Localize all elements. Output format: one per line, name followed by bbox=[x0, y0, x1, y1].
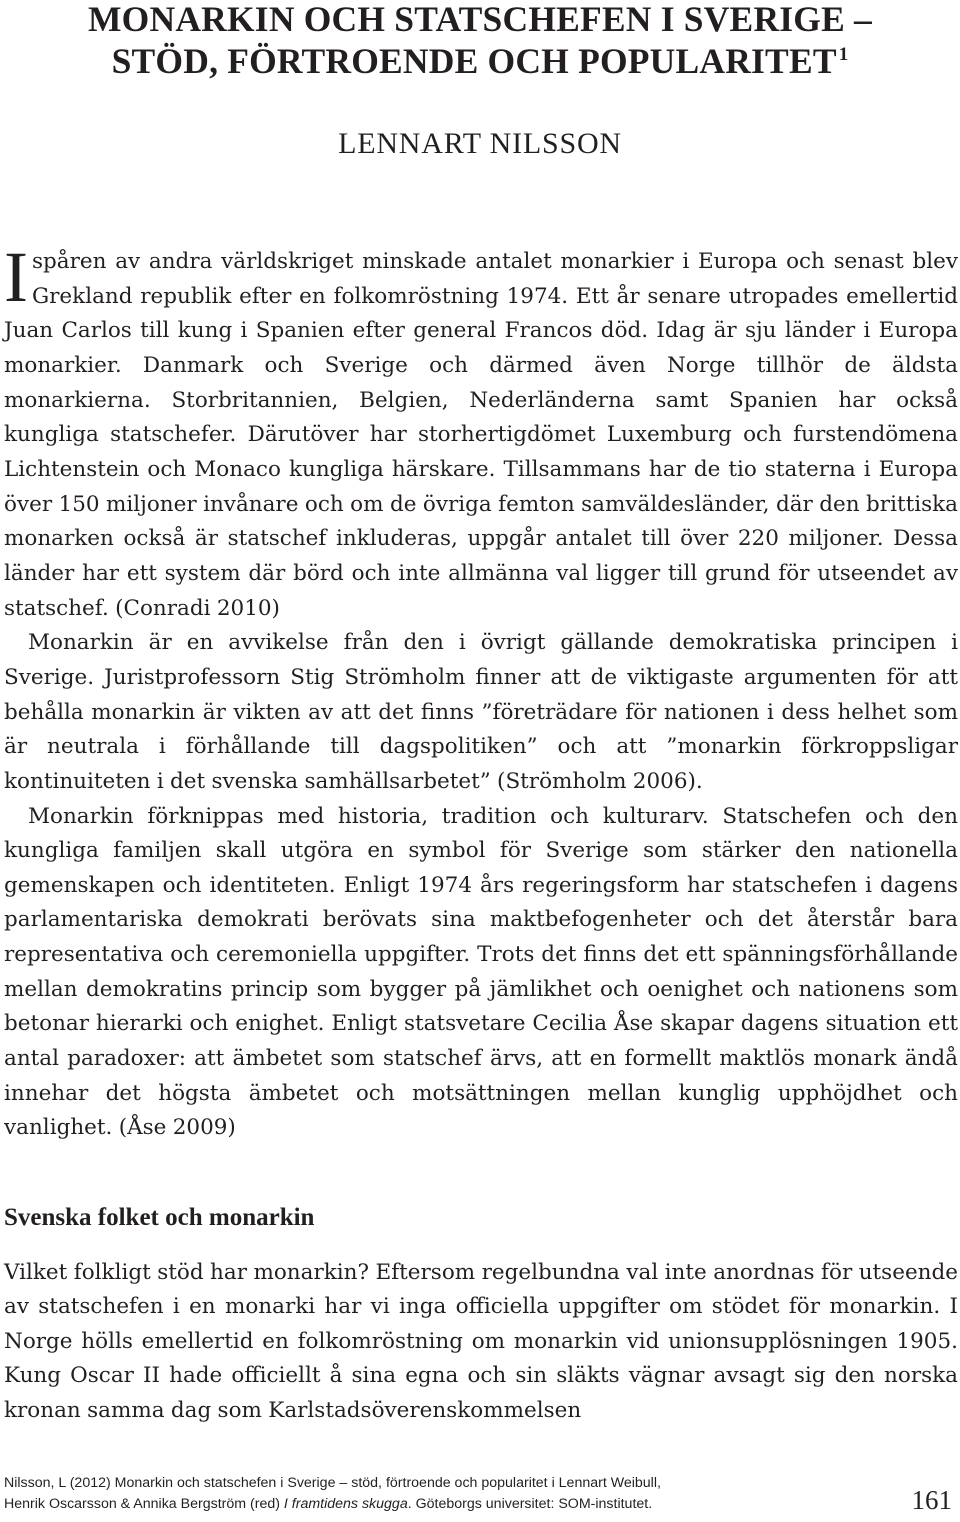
title-line-2: STÖD, FÖRTROENDE OCH POPULARITET bbox=[111, 41, 837, 81]
citation-line-2 bbox=[4, 1494, 824, 1515]
title-line-1: MONARKIN OCH STATSCHEFEN I SVERIGE – bbox=[87, 0, 873, 39]
citation-book-title: I framtidens skugga bbox=[283, 1496, 408, 1512]
citation-editors: Henrik Oscarsson & Annika Bergström (red) bbox=[4, 1496, 284, 1512]
paragraph-1-text: spåren av andra världskriget minskade antalet monarkier i Europa och senast blev Grekland republik efter en folkomröstning 1974. Ett år senare utropades emellertid Juan Carlos till kung i Spanien efter general Francos död. Idag är sju länder i Europa monarkier. Danmark och Sverige och därmed även Norge tillhör de äldsta monarkierna. Storbritannien, Belgien, Nederländerna samt Spanien har också kungliga statschefer. Därutöver har storhertigdömet Luxemburg och furstendömena Lichtenstein och Monaco kungliga härskare. Tillsammans har de tio staterna i Europa över 150 miljoner invånare och om de övriga femton samväldesländer, där den brittiska monarken också är statschef inkluderas, uppgår antalet till över 220 miljoner. Dessa länder har ett system där börd och inte allmänna val ligger till grund för utseendet av statschef. (Conradi 2010) bbox=[4, 249, 958, 621]
author-name: LENNART NILSSON bbox=[338, 127, 622, 160]
citation-line-1: Nilsson, L (2012) Monarkin och statschefen i Sverige – stöd, förtroende och popularitet i Lennart Weibull, bbox=[4, 1475, 661, 1491]
citation-publisher: . Göteborgs universitet: SOM-institutet. bbox=[407, 1496, 653, 1512]
section-heading: Svenska folket och monarkin bbox=[4, 1204, 315, 1231]
article-title bbox=[0, 0, 960, 82]
citation-footer bbox=[4, 1473, 824, 1515]
section-body bbox=[4, 1256, 958, 1428]
paragraph-2: Monarkin är en avvikelse från den i övrigt gällande demokratiska principen i Sverige. Juristprofessorn Stig Strömholm finner att de viktigaste argumenten för att behålla monarkin är vikten av att det finns ”företrädare för nationen i dess helhet som är neutrala i förhållande till dagspolitiken” och att ”monarkin förkroppsligar kontinuiteten i det svenska samhällsarbetet” (Strömholm 2006). bbox=[4, 630, 958, 794]
paragraph-1 bbox=[4, 237, 958, 626]
paragraph-3: Monarkin förknippas med historia, tradition och kulturarv. Statschefen och den kungliga familjen skall utgöra en symbol för Sverige som stärker den nationella gemenskapen och identiteten. Enligt 1974 års regeringsform har statschefen i dagens parlamentariska demokrati berövats sina maktbefogenheter och det återstår bara representativa och ceremoniella uppgifter. Trots det finns det ett spänningsförhållande mellan demokratins princip som bygger på jämlikhet och oenighet och nationens som betonar hierarki och enighet. Enligt statsvetare Cecilia Åse skapar dagens situation ett antal paradoxer: att ämbetet som statschef ärvs, att en formellt maktlös monark ändå innehar det högsta ämbetet och motsättningen mellan kunglig upphöjdhet och vanlighet. (Åse 2009) bbox=[4, 803, 958, 1141]
footnote-marker[interactable]: 1 bbox=[838, 44, 849, 66]
page-number: 161 bbox=[911, 1485, 952, 1515]
article-body bbox=[4, 237, 958, 1146]
drop-cap: I bbox=[4, 237, 28, 317]
section-paragraph-1: Vilket folkligt stöd har monarkin? Eftersom regelbundna val inte anordnas för utseende av statschefen i en monarki har vi inga officiella uppgifter om stödet för monarkin. I Norge hölls emellertid en folkomröstning om monarkin vid unionsupplösningen 1905. Kung Oscar II hade officiellt å sina egna och sin släkts vägnar avsagt sig den norska kronan samma dag som Karlstadsöverenskommelsen bbox=[4, 1260, 958, 1423]
